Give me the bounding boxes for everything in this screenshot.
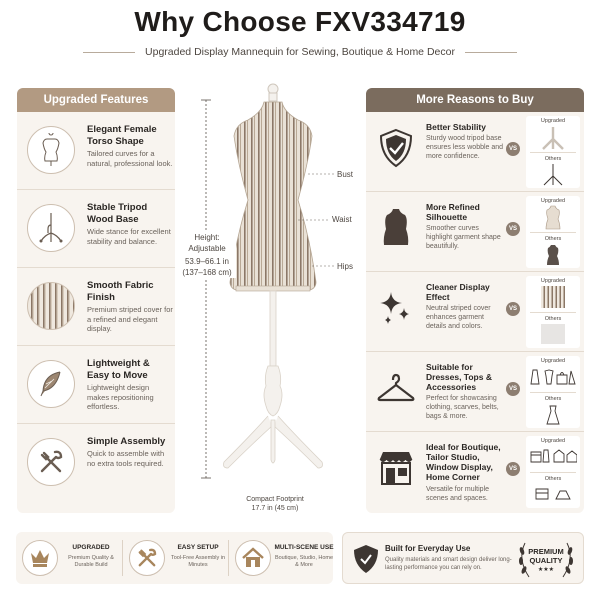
reason-title: Ideal for Boutique, Tailor Studio, Window Display, Home Corner	[426, 442, 501, 482]
reason-title: More Refined Silhouette	[426, 202, 480, 222]
reason-desc: Versatile for multiple scenes and spaces.	[426, 486, 490, 502]
reason-desc: Smoother curves highlight garment shape beautifully.	[426, 225, 501, 250]
feature-fabric-finish	[17, 268, 175, 346]
home-icon	[235, 540, 271, 576]
feature-desc: Tailored curves for a natural, professional look.	[87, 149, 173, 168]
tools-icon	[129, 540, 165, 576]
feature-title: Elegant Female Torso Shape	[87, 124, 157, 147]
reason-title: Suitable for Dresses, Tops & Accessories	[426, 362, 492, 392]
reason-desc: Neutral striped cover enhances garment details and colors.	[426, 305, 491, 330]
tools-icon	[27, 438, 75, 486]
comparison-thumbnail	[526, 196, 580, 268]
upgraded-features-panel	[17, 88, 175, 513]
highlight-title: MULTI-SCENE USE	[274, 544, 334, 551]
everyday-title: Built for Everyday Use	[385, 544, 471, 553]
upgraded-label: Upgraded	[540, 278, 566, 284]
others-label: Others	[544, 476, 562, 482]
waist-label: Waist	[332, 215, 352, 224]
feature-simple-assembly	[17, 424, 175, 513]
shield-check-icon	[353, 544, 379, 574]
everyday-desc: Quality materials and smart design deliver long-lasting performance you can rely on.	[385, 557, 512, 571]
comparison-divider	[530, 392, 576, 393]
feature-title: Smooth Fabric Finish	[87, 280, 154, 303]
highlight-title: EASY SETUP	[177, 544, 219, 551]
vs-badge: VS	[506, 382, 520, 396]
vs-badge: VS	[506, 222, 520, 236]
upgraded-label: Upgraded	[540, 198, 566, 204]
reason-cleaner-display	[366, 272, 584, 352]
highlight-desc: Boutique, Studio, Home & More	[274, 555, 334, 568]
others-label: Others	[544, 236, 562, 242]
upgraded-form-thumb	[545, 205, 561, 230]
comparison-thumbnail	[526, 116, 580, 188]
badge-line2: QUALITY	[529, 556, 563, 565]
highlight-desc: Premium Quality & Durable Build	[68, 555, 114, 568]
others-label: Others	[544, 156, 562, 162]
comparison-divider	[530, 472, 576, 473]
upgraded-scenes-thumb	[529, 448, 577, 464]
vs-badge: VS	[506, 462, 520, 476]
reason-desc: Perfect for showcasing clothing, scarves, belts, bags & more.	[426, 395, 499, 420]
reason-better-stability	[366, 112, 584, 192]
reason-refined-silhouette	[366, 192, 584, 272]
others-base-thumb	[541, 164, 565, 186]
others-form-thumb	[546, 244, 560, 266]
crown-icon	[22, 540, 58, 576]
highlight-desc: Tool-Free Assembly in Minutes	[170, 555, 226, 568]
height-range: 53.9–66.1 in	[184, 257, 230, 266]
subtitle-divider-left	[83, 52, 135, 53]
subtitle-row	[0, 46, 600, 58]
sparkle-icon	[374, 286, 418, 330]
hanger-icon	[374, 366, 418, 410]
reason-title: Better Stability	[426, 122, 486, 132]
upgraded-base-thumb	[540, 125, 566, 151]
page-subtitle: Upgraded Display Mannequin for Sewing, Boutique & Home Decor	[145, 46, 455, 58]
upgraded-features-heading: Upgraded Features	[17, 88, 175, 112]
feature-desc: Quick to assemble with no extra tools required.	[87, 449, 165, 468]
comparison-thumbnail	[526, 436, 580, 508]
hips-label: Hips	[337, 262, 354, 271]
comparison-divider	[530, 312, 576, 313]
subtitle-divider-right	[465, 52, 517, 53]
reason-ideal-settings	[366, 432, 584, 513]
feature-torso-shape	[17, 112, 175, 190]
others-label: Others	[544, 316, 562, 322]
reason-title: Cleaner Display Effect	[426, 282, 490, 302]
tripod-base-icon	[27, 204, 75, 252]
vs-badge: VS	[506, 302, 520, 316]
reason-suitable-garments	[366, 352, 584, 432]
more-reasons-panel	[366, 88, 584, 513]
others-garment-thumb	[546, 405, 560, 425]
feature-tripod-base	[17, 190, 175, 268]
vs-badge: VS	[506, 142, 520, 156]
footprint-value: 17.7 in (45 cm)	[251, 505, 299, 512]
comparison-thumbnail	[526, 356, 580, 428]
footprint-label	[210, 495, 340, 513]
highlights-strip	[16, 532, 333, 584]
feather-icon	[27, 360, 75, 408]
bust-label: Bust	[337, 170, 354, 179]
comparison-thumbnail	[526, 276, 580, 348]
highlight-title: UPGRADED	[72, 544, 110, 551]
storefront-icon	[374, 446, 418, 490]
feature-lightweight	[17, 346, 175, 424]
mannequin-diagram	[180, 80, 365, 520]
comparison-divider	[530, 232, 576, 233]
shield-check-icon	[374, 126, 418, 170]
torso-outline-icon	[27, 126, 75, 174]
others-scenes-thumb	[534, 485, 572, 501]
highlight-easy-setup	[123, 532, 229, 584]
others-label: Others	[544, 396, 562, 402]
feature-desc: Wide stance for excellent stability and balance.	[87, 227, 171, 246]
height-value: Adjustable	[188, 244, 226, 253]
upgraded-label: Upgraded	[540, 118, 566, 124]
striped-fabric-icon	[27, 282, 75, 330]
badge-line1: PREMIUM	[528, 547, 564, 556]
reason-desc: Sturdy wood tripod base ensures less wobble and more confidence.	[426, 135, 504, 160]
upgraded-fabric-thumb	[541, 286, 565, 308]
highlight-multi-scene	[229, 532, 335, 584]
feature-title: Lightweight & Easy to Move	[87, 358, 150, 381]
dress-form-silhouette-icon	[374, 206, 418, 250]
feature-desc: Premium striped cover for a refined and elegant display.	[87, 305, 173, 333]
highlight-upgraded	[16, 532, 122, 584]
upgraded-label: Upgraded	[540, 358, 566, 364]
height-range-cm: (137–168 cm)	[182, 268, 232, 277]
upgraded-garments-thumb	[529, 368, 577, 386]
mannequin-image	[180, 80, 365, 520]
upgraded-label: Upgraded	[540, 438, 566, 444]
premium-quality-badge	[515, 537, 577, 581]
height-label	[178, 232, 236, 278]
comparison-divider	[530, 152, 576, 153]
height-label-text: Height:	[194, 233, 220, 242]
feature-title: Simple Assembly	[87, 436, 166, 447]
footprint-label-text: Compact Footprint	[246, 496, 304, 503]
everyday-use-box	[342, 532, 584, 584]
feature-title: Stable Tripod Wood Base	[87, 202, 148, 225]
more-reasons-heading: More Reasons to Buy	[366, 88, 584, 112]
badge-stars: ★★★	[537, 567, 555, 573]
others-fabric-thumb	[541, 324, 565, 344]
feature-desc: Lightweight design makes repositioning effortless.	[87, 383, 154, 411]
page-title: Why Choose FXV334719	[134, 6, 466, 37]
